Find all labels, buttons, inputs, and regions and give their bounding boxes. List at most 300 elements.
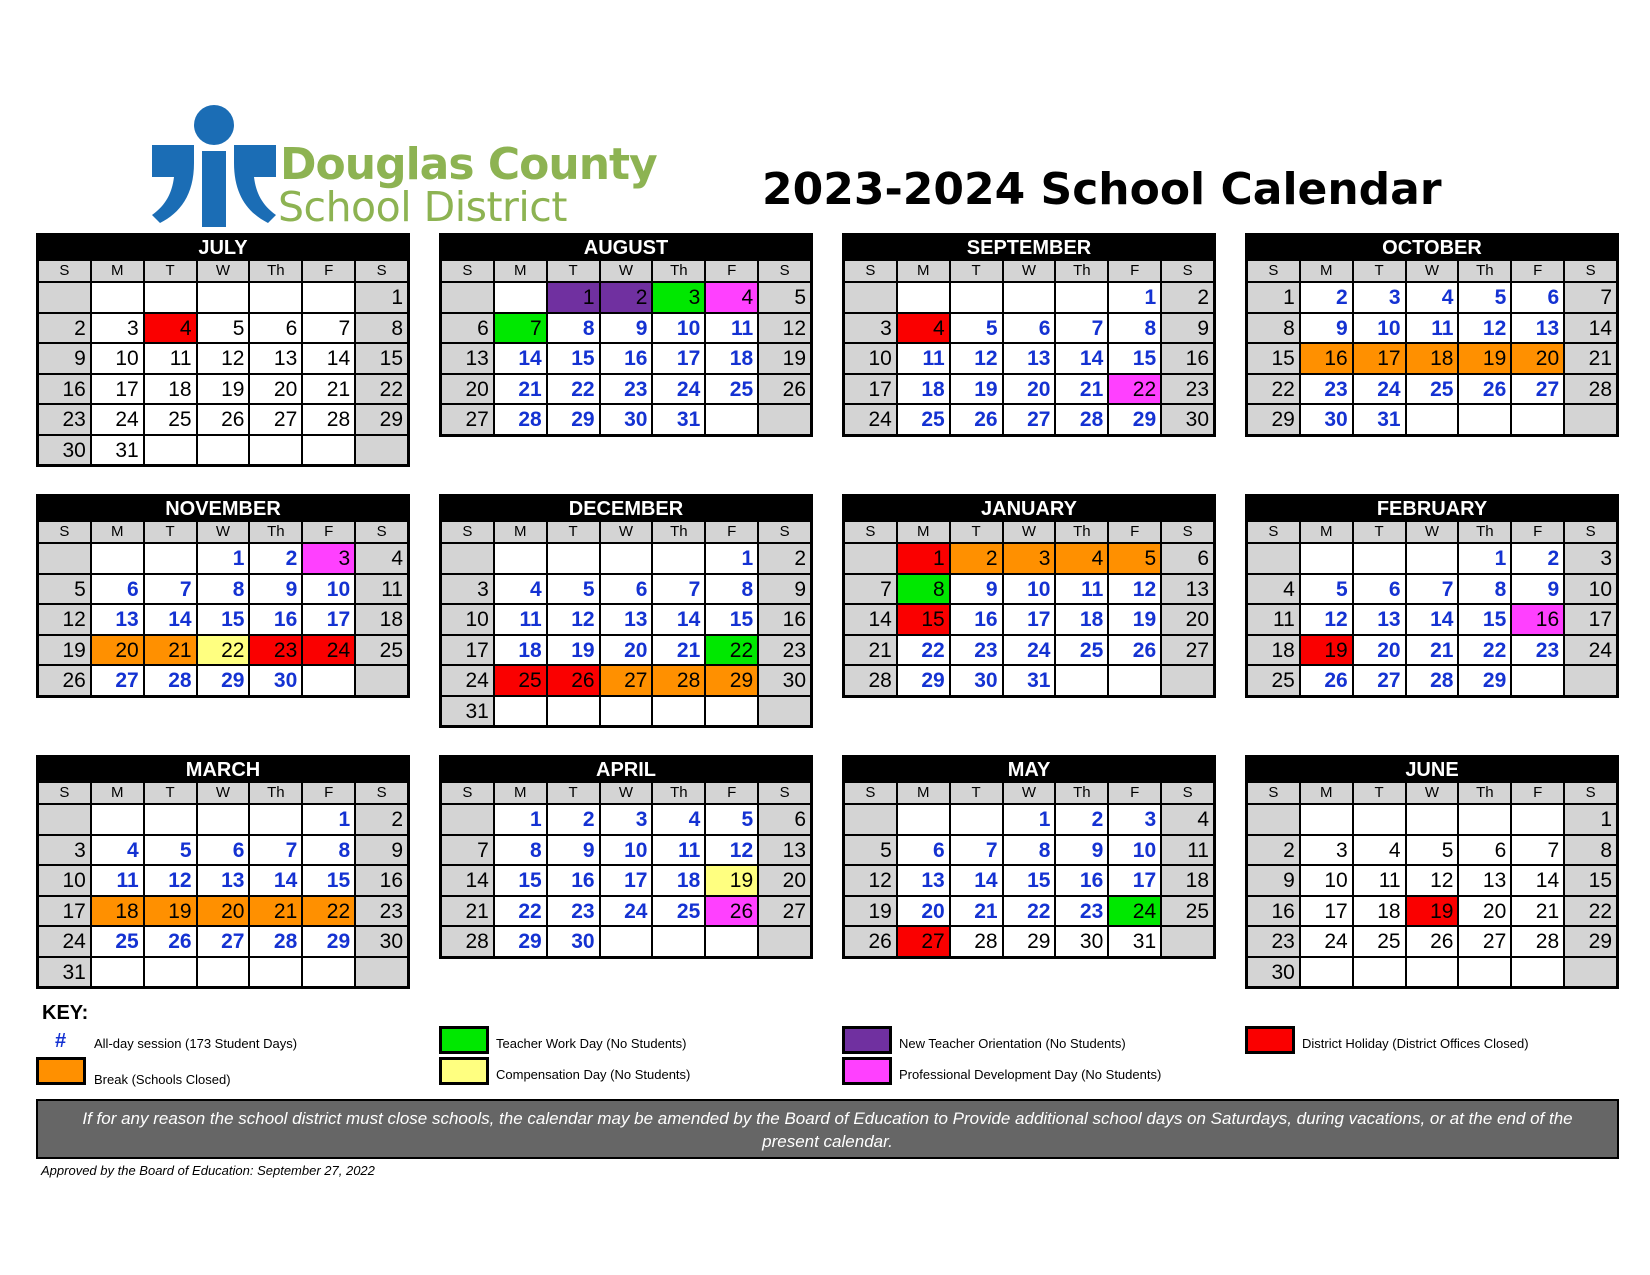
day-cell: 13 bbox=[601, 605, 652, 634]
day-cell: 21 bbox=[250, 897, 301, 926]
day-cell: 22 bbox=[1565, 897, 1616, 926]
empty-day-cell bbox=[1056, 283, 1107, 312]
day-cell: 9 bbox=[39, 344, 90, 373]
month-december bbox=[439, 494, 813, 728]
day-cell: 13 bbox=[198, 866, 249, 895]
day-cell: 27 bbox=[601, 666, 652, 695]
day-cell: 17 bbox=[653, 344, 704, 373]
day-cell: 30 bbox=[1162, 405, 1213, 434]
day-cell: 19 bbox=[845, 897, 896, 926]
day-cell: 9 bbox=[250, 575, 301, 604]
day-cell: 3 bbox=[845, 314, 896, 343]
day-cell: 21 bbox=[495, 375, 546, 404]
empty-day-cell bbox=[759, 927, 810, 956]
weekday-label: Th bbox=[1459, 261, 1510, 281]
key-teacher-work-day: Teacher Work Day (No Students) bbox=[496, 1036, 687, 1051]
weekday-header-row bbox=[442, 783, 810, 803]
day-cell: 3 bbox=[303, 544, 354, 573]
weekday-header-row bbox=[845, 261, 1213, 281]
day-cell: 28 bbox=[442, 927, 493, 956]
day-cell: 5 bbox=[1301, 575, 1352, 604]
day-cell: 22 bbox=[495, 897, 546, 926]
day-cell: 14 bbox=[442, 866, 493, 895]
weekday-label: F bbox=[303, 522, 354, 542]
month-march bbox=[36, 755, 410, 989]
day-cell: 10 bbox=[1354, 314, 1405, 343]
day-grid bbox=[39, 281, 407, 464]
weekday-label: T bbox=[145, 522, 196, 542]
session-hash-symbol: # bbox=[55, 1030, 67, 1052]
empty-day-cell bbox=[250, 805, 301, 834]
day-cell: 24 bbox=[39, 927, 90, 956]
day-cell: 23 bbox=[356, 897, 407, 926]
day-cell: 2 bbox=[1056, 805, 1107, 834]
day-cell: 8 bbox=[356, 314, 407, 343]
day-cell: 10 bbox=[1565, 575, 1616, 604]
day-cell: 31 bbox=[1109, 927, 1160, 956]
empty-day-cell bbox=[1459, 958, 1510, 987]
day-cell: 13 bbox=[1004, 344, 1055, 373]
day-cell: 20 bbox=[250, 375, 301, 404]
day-cell: 25 bbox=[898, 405, 949, 434]
logo-text-line2: School District bbox=[278, 183, 567, 231]
empty-day-cell bbox=[39, 283, 90, 312]
day-cell: 11 bbox=[1354, 866, 1405, 895]
day-cell: 18 bbox=[653, 866, 704, 895]
weekday-label: T bbox=[1354, 261, 1405, 281]
day-cell: 13 bbox=[1459, 866, 1510, 895]
weekday-label: S bbox=[759, 522, 810, 542]
day-cell: 23 bbox=[39, 405, 90, 434]
empty-day-cell bbox=[1109, 666, 1160, 695]
empty-day-cell bbox=[442, 283, 493, 312]
day-cell: 22 bbox=[1248, 375, 1299, 404]
day-cell: 15 bbox=[495, 866, 546, 895]
day-cell: 10 bbox=[1109, 836, 1160, 865]
day-cell: 9 bbox=[1162, 314, 1213, 343]
day-cell: 11 bbox=[1407, 314, 1458, 343]
day-cell: 3 bbox=[1301, 836, 1352, 865]
empty-day-cell bbox=[145, 283, 196, 312]
month-november bbox=[36, 494, 410, 698]
day-cell: 3 bbox=[1109, 805, 1160, 834]
weekday-label: S bbox=[356, 783, 407, 803]
day-cell: 14 bbox=[845, 605, 896, 634]
day-cell: 30 bbox=[250, 666, 301, 695]
day-cell: 15 bbox=[356, 344, 407, 373]
month-title: MARCH bbox=[39, 755, 407, 783]
day-cell: 16 bbox=[1248, 897, 1299, 926]
day-cell: 25 bbox=[1354, 927, 1405, 956]
weekday-header-row bbox=[1248, 783, 1616, 803]
day-cell: 20 bbox=[1512, 344, 1563, 373]
day-cell: 18 bbox=[1056, 605, 1107, 634]
weekday-label: S bbox=[1248, 261, 1299, 281]
weekday-label: S bbox=[759, 261, 810, 281]
day-cell: 29 bbox=[898, 666, 949, 695]
day-cell: 7 bbox=[1407, 575, 1458, 604]
day-cell: 2 bbox=[1512, 544, 1563, 573]
day-cell: 16 bbox=[1512, 605, 1563, 634]
day-grid bbox=[442, 542, 810, 725]
day-cell: 30 bbox=[759, 666, 810, 695]
day-cell: 21 bbox=[1512, 897, 1563, 926]
day-cell: 13 bbox=[1162, 575, 1213, 604]
day-cell: 3 bbox=[442, 575, 493, 604]
day-cell: 7 bbox=[145, 575, 196, 604]
weekday-label: M bbox=[898, 522, 949, 542]
empty-day-cell bbox=[548, 544, 599, 573]
day-cell: 3 bbox=[92, 314, 143, 343]
day-cell: 14 bbox=[303, 344, 354, 373]
day-cell: 27 bbox=[1459, 927, 1510, 956]
day-cell: 23 bbox=[601, 375, 652, 404]
empty-day-cell bbox=[145, 958, 196, 987]
day-cell: 22 bbox=[1004, 897, 1055, 926]
day-cell: 8 bbox=[706, 575, 757, 604]
empty-day-cell bbox=[1512, 405, 1563, 434]
logo-figure-icon bbox=[152, 105, 276, 227]
day-cell: 7 bbox=[951, 836, 1002, 865]
weekday-label: F bbox=[1109, 522, 1160, 542]
day-cell: 15 bbox=[1565, 866, 1616, 895]
weekday-label: S bbox=[845, 261, 896, 281]
empty-day-cell bbox=[759, 405, 810, 434]
day-cell: 20 bbox=[601, 636, 652, 665]
day-cell: 17 bbox=[442, 636, 493, 665]
weekday-label: T bbox=[548, 783, 599, 803]
empty-day-cell bbox=[1301, 805, 1352, 834]
day-cell: 6 bbox=[601, 575, 652, 604]
empty-day-cell bbox=[1407, 958, 1458, 987]
empty-day-cell bbox=[1354, 805, 1405, 834]
day-cell: 30 bbox=[1248, 958, 1299, 987]
day-cell: 7 bbox=[495, 314, 546, 343]
day-cell: 10 bbox=[442, 605, 493, 634]
empty-day-cell bbox=[92, 805, 143, 834]
day-grid bbox=[39, 803, 407, 986]
empty-day-cell bbox=[1248, 544, 1299, 573]
day-grid bbox=[1248, 542, 1616, 695]
day-cell: 10 bbox=[845, 344, 896, 373]
day-cell: 26 bbox=[1301, 666, 1352, 695]
weekday-header-row bbox=[442, 522, 810, 542]
day-cell: 5 bbox=[198, 314, 249, 343]
day-cell: 9 bbox=[951, 575, 1002, 604]
month-title: OCTOBER bbox=[1248, 233, 1616, 261]
day-cell: 5 bbox=[759, 283, 810, 312]
key-new-teacher-orientation: New Teacher Orientation (No Students) bbox=[899, 1036, 1126, 1051]
weekday-label: Th bbox=[1056, 261, 1107, 281]
weekday-label: F bbox=[706, 783, 757, 803]
empty-day-cell bbox=[356, 666, 407, 695]
day-cell: 8 bbox=[1248, 314, 1299, 343]
weekday-label: W bbox=[1004, 261, 1055, 281]
day-cell: 30 bbox=[1056, 927, 1107, 956]
weekday-label: S bbox=[1565, 783, 1616, 803]
day-cell: 19 bbox=[1407, 897, 1458, 926]
weekday-label: S bbox=[1162, 261, 1213, 281]
day-cell: 22 bbox=[706, 636, 757, 665]
day-cell: 29 bbox=[1459, 666, 1510, 695]
day-cell: 8 bbox=[898, 575, 949, 604]
day-cell: 11 bbox=[898, 344, 949, 373]
day-cell: 18 bbox=[1354, 897, 1405, 926]
day-cell: 24 bbox=[1301, 927, 1352, 956]
weekday-label: M bbox=[92, 522, 143, 542]
weekday-label: S bbox=[1565, 522, 1616, 542]
month-october bbox=[1245, 233, 1619, 437]
month-april bbox=[439, 755, 813, 959]
day-cell: 8 bbox=[1004, 836, 1055, 865]
day-cell: 1 bbox=[356, 283, 407, 312]
empty-day-cell bbox=[303, 958, 354, 987]
weekday-label: M bbox=[495, 522, 546, 542]
day-cell: 9 bbox=[601, 314, 652, 343]
empty-day-cell bbox=[356, 436, 407, 465]
weekday-label: T bbox=[951, 261, 1002, 281]
day-cell: 26 bbox=[1407, 927, 1458, 956]
day-cell: 22 bbox=[356, 375, 407, 404]
empty-day-cell bbox=[39, 544, 90, 573]
day-cell: 15 bbox=[898, 605, 949, 634]
day-cell: 12 bbox=[706, 836, 757, 865]
key-compensation-day: Compensation Day (No Students) bbox=[496, 1067, 691, 1082]
weekday-label: W bbox=[1004, 783, 1055, 803]
day-cell: 12 bbox=[759, 314, 810, 343]
day-cell: 19 bbox=[951, 375, 1002, 404]
day-grid bbox=[39, 542, 407, 695]
day-cell: 7 bbox=[442, 836, 493, 865]
district-holiday-swatch bbox=[1245, 1026, 1295, 1054]
empty-day-cell bbox=[1512, 805, 1563, 834]
day-cell: 19 bbox=[706, 866, 757, 895]
day-cell: 13 bbox=[898, 866, 949, 895]
day-cell: 4 bbox=[356, 544, 407, 573]
day-cell: 23 bbox=[1301, 375, 1352, 404]
day-cell: 5 bbox=[845, 836, 896, 865]
empty-day-cell bbox=[92, 544, 143, 573]
day-cell: 24 bbox=[1565, 636, 1616, 665]
weekday-label: T bbox=[145, 783, 196, 803]
day-cell: 20 bbox=[198, 897, 249, 926]
day-cell: 25 bbox=[1248, 666, 1299, 695]
day-cell: 6 bbox=[898, 836, 949, 865]
day-cell: 11 bbox=[706, 314, 757, 343]
day-cell: 18 bbox=[706, 344, 757, 373]
day-cell: 4 bbox=[1056, 544, 1107, 573]
empty-day-cell bbox=[145, 436, 196, 465]
weekday-label: Th bbox=[653, 522, 704, 542]
day-cell: 6 bbox=[759, 805, 810, 834]
day-cell: 2 bbox=[39, 314, 90, 343]
day-cell: 25 bbox=[653, 897, 704, 926]
professional-development-swatch bbox=[842, 1057, 892, 1085]
day-grid bbox=[845, 281, 1213, 434]
day-cell: 20 bbox=[759, 866, 810, 895]
day-cell: 29 bbox=[495, 927, 546, 956]
weekday-header-row bbox=[1248, 261, 1616, 281]
empty-day-cell bbox=[1459, 405, 1510, 434]
day-cell: 28 bbox=[250, 927, 301, 956]
day-cell: 31 bbox=[1004, 666, 1055, 695]
weekday-label: W bbox=[601, 783, 652, 803]
day-grid bbox=[442, 281, 810, 434]
day-cell: 16 bbox=[601, 344, 652, 373]
day-cell: 18 bbox=[145, 375, 196, 404]
closure-notice: If for any reason the school district must close schools, the calendar may be amended by the Board of Education to Provide additional school days on Saturdays, during vacations, or at the end of the present calendar. bbox=[36, 1099, 1619, 1159]
empty-day-cell bbox=[495, 697, 546, 726]
logo-text-line1: Douglas County bbox=[280, 139, 657, 190]
day-cell: 12 bbox=[1109, 575, 1160, 604]
day-cell: 16 bbox=[1301, 344, 1352, 373]
day-cell: 3 bbox=[653, 283, 704, 312]
empty-day-cell bbox=[39, 805, 90, 834]
day-cell: 27 bbox=[759, 897, 810, 926]
day-cell: 18 bbox=[1162, 866, 1213, 895]
day-cell: 11 bbox=[495, 605, 546, 634]
empty-day-cell bbox=[759, 697, 810, 726]
day-cell: 16 bbox=[356, 866, 407, 895]
day-cell: 7 bbox=[303, 314, 354, 343]
day-cell: 27 bbox=[198, 927, 249, 956]
day-cell: 20 bbox=[1459, 897, 1510, 926]
day-cell: 20 bbox=[442, 375, 493, 404]
day-cell: 17 bbox=[1354, 344, 1405, 373]
empty-day-cell bbox=[145, 805, 196, 834]
day-cell: 9 bbox=[548, 836, 599, 865]
empty-day-cell bbox=[845, 805, 896, 834]
day-cell: 14 bbox=[653, 605, 704, 634]
day-cell: 9 bbox=[1248, 866, 1299, 895]
day-cell: 30 bbox=[1301, 405, 1352, 434]
day-cell: 1 bbox=[548, 283, 599, 312]
empty-day-cell bbox=[601, 927, 652, 956]
day-cell: 23 bbox=[951, 636, 1002, 665]
day-grid bbox=[845, 803, 1213, 956]
day-cell: 15 bbox=[303, 866, 354, 895]
empty-day-cell bbox=[706, 697, 757, 726]
day-cell: 18 bbox=[1407, 344, 1458, 373]
day-cell: 15 bbox=[548, 344, 599, 373]
day-cell: 26 bbox=[1459, 375, 1510, 404]
day-cell: 11 bbox=[1056, 575, 1107, 604]
empty-day-cell bbox=[1248, 805, 1299, 834]
day-cell: 10 bbox=[39, 866, 90, 895]
weekday-label: T bbox=[1354, 522, 1405, 542]
day-cell: 15 bbox=[198, 605, 249, 634]
month-title: AUGUST bbox=[442, 233, 810, 261]
day-cell: 12 bbox=[39, 605, 90, 634]
day-cell: 21 bbox=[145, 636, 196, 665]
empty-day-cell bbox=[1512, 958, 1563, 987]
day-cell: 6 bbox=[442, 314, 493, 343]
day-cell: 5 bbox=[145, 836, 196, 865]
weekday-label: F bbox=[1512, 261, 1563, 281]
key-all-day-session: All-day session (173 Student Days) bbox=[94, 1036, 298, 1051]
day-cell: 2 bbox=[951, 544, 1002, 573]
weekday-header-row bbox=[39, 522, 407, 542]
day-cell: 29 bbox=[1109, 405, 1160, 434]
day-cell: 25 bbox=[356, 636, 407, 665]
day-cell: 10 bbox=[92, 344, 143, 373]
day-cell: 25 bbox=[145, 405, 196, 434]
empty-day-cell bbox=[951, 805, 1002, 834]
weekday-label: S bbox=[356, 261, 407, 281]
day-cell: 25 bbox=[495, 666, 546, 695]
weekday-label: F bbox=[303, 783, 354, 803]
weekday-label: T bbox=[951, 783, 1002, 803]
day-cell: 18 bbox=[495, 636, 546, 665]
day-cell: 20 bbox=[1354, 636, 1405, 665]
day-cell: 2 bbox=[250, 544, 301, 573]
day-cell: 20 bbox=[1004, 375, 1055, 404]
key-title: KEY: bbox=[42, 1002, 89, 1024]
empty-day-cell bbox=[1459, 805, 1510, 834]
weekday-label: F bbox=[706, 261, 757, 281]
weekday-label: Th bbox=[1056, 783, 1107, 803]
empty-day-cell bbox=[1565, 958, 1616, 987]
empty-day-cell bbox=[356, 958, 407, 987]
empty-day-cell bbox=[1004, 283, 1055, 312]
weekday-label: W bbox=[198, 783, 249, 803]
day-cell: 23 bbox=[250, 636, 301, 665]
day-cell: 24 bbox=[653, 375, 704, 404]
weekday-label: S bbox=[442, 261, 493, 281]
day-cell: 12 bbox=[1301, 605, 1352, 634]
weekday-label: F bbox=[706, 522, 757, 542]
empty-day-cell bbox=[1512, 666, 1563, 695]
empty-day-cell bbox=[1354, 958, 1405, 987]
weekday-label: S bbox=[1565, 261, 1616, 281]
weekday-label: F bbox=[1512, 783, 1563, 803]
day-cell: 27 bbox=[1004, 405, 1055, 434]
day-cell: 17 bbox=[92, 375, 143, 404]
weekday-label: Th bbox=[653, 261, 704, 281]
day-cell: 7 bbox=[250, 836, 301, 865]
day-cell: 26 bbox=[759, 375, 810, 404]
weekday-label: S bbox=[39, 522, 90, 542]
day-cell: 4 bbox=[706, 283, 757, 312]
day-grid bbox=[1248, 281, 1616, 434]
day-cell: 6 bbox=[1512, 283, 1563, 312]
day-cell: 9 bbox=[356, 836, 407, 865]
day-cell: 8 bbox=[495, 836, 546, 865]
day-cell: 5 bbox=[39, 575, 90, 604]
empty-day-cell bbox=[845, 544, 896, 573]
day-cell: 27 bbox=[92, 666, 143, 695]
day-cell: 22 bbox=[548, 375, 599, 404]
day-cell: 3 bbox=[1565, 544, 1616, 573]
day-cell: 20 bbox=[898, 897, 949, 926]
empty-day-cell bbox=[250, 958, 301, 987]
month-february bbox=[1245, 494, 1619, 698]
weekday-label: F bbox=[303, 261, 354, 281]
empty-day-cell bbox=[1565, 405, 1616, 434]
day-cell: 2 bbox=[759, 544, 810, 573]
new-teacher-orientation-swatch bbox=[842, 1026, 892, 1054]
day-cell: 6 bbox=[1004, 314, 1055, 343]
day-cell: 30 bbox=[39, 436, 90, 465]
day-cell: 5 bbox=[951, 314, 1002, 343]
day-cell: 27 bbox=[1512, 375, 1563, 404]
weekday-label: T bbox=[548, 261, 599, 281]
empty-day-cell bbox=[1407, 544, 1458, 573]
day-cell: 14 bbox=[495, 344, 546, 373]
day-cell: 27 bbox=[250, 405, 301, 434]
empty-day-cell bbox=[845, 283, 896, 312]
day-grid bbox=[1248, 803, 1616, 986]
